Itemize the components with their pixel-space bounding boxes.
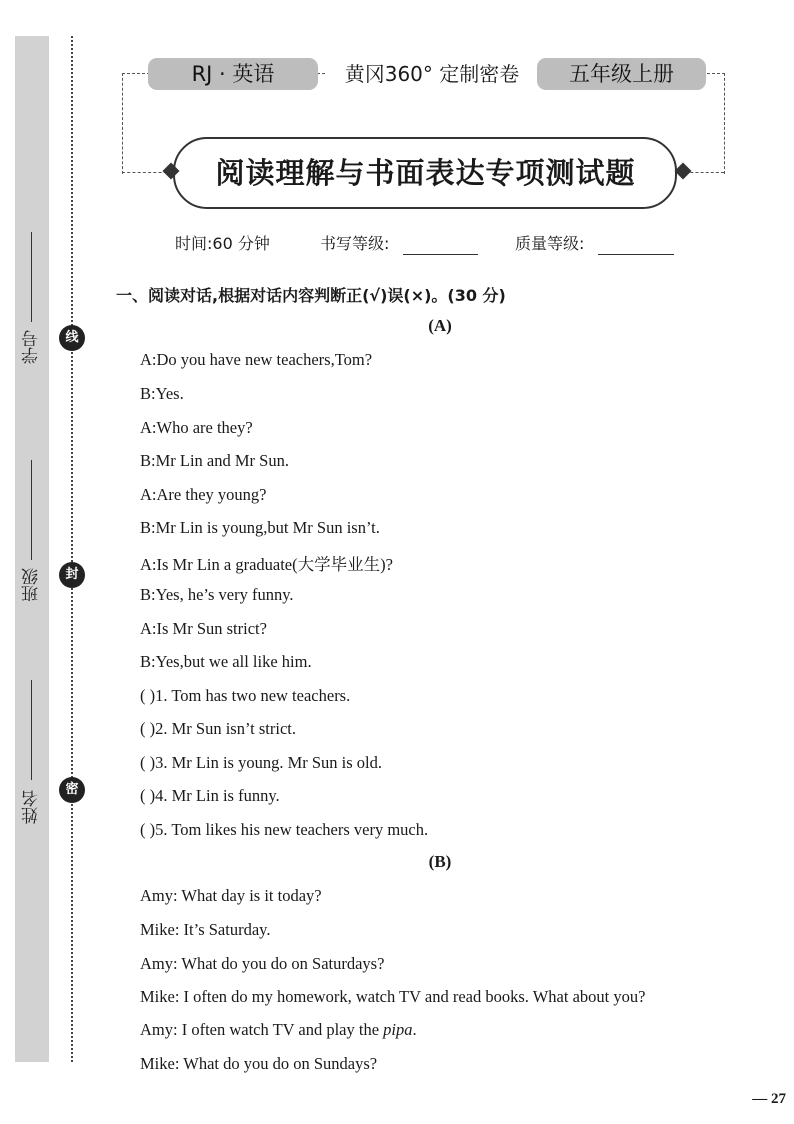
judge-question-2[interactable]: ( )2. Mr Sun isn’t strict. bbox=[140, 719, 296, 738]
student-id-label: 学号 bbox=[22, 330, 42, 364]
dialogue-line: A:Is Mr Lin a graduate(大学毕业生)? bbox=[140, 555, 393, 574]
dialogue-line: Amy: What day is it today? bbox=[140, 886, 322, 905]
italic-word: pipa bbox=[383, 1020, 413, 1039]
dialogue-tail: . bbox=[412, 1020, 417, 1039]
dialogue-line: B:Mr Lin and Mr Sun. bbox=[140, 451, 289, 470]
dialogue-line: Mike: It’s Saturday. bbox=[140, 920, 271, 939]
dialogue-line bbox=[140, 1020, 417, 1040]
dialogue-line: A:Who are they? bbox=[140, 418, 253, 437]
quality-grade-blank[interactable] bbox=[598, 254, 674, 255]
part-b-label: (B) bbox=[428, 852, 452, 871]
name-blank bbox=[31, 680, 32, 780]
section-heading: 一、阅读对话,根据对话内容判断正(√)误(×)。(30 分) bbox=[116, 286, 506, 305]
name-label: 姓名 bbox=[22, 790, 42, 824]
quality-grade-label: 质量等级: bbox=[515, 234, 585, 253]
dialogue-line: Mike: I often do my homework, watch TV and read books. What about you? bbox=[140, 987, 646, 1006]
cut-line bbox=[71, 36, 73, 1062]
dialogue-line: B:Yes, he’s very funny. bbox=[140, 585, 294, 604]
subject-tag: RJ · 英语 bbox=[148, 58, 318, 90]
dialogue-line: Amy: What do you do on Saturdays? bbox=[140, 954, 385, 973]
dialogue-line: A:Do you have new teachers,Tom? bbox=[140, 350, 373, 369]
judge-question-3[interactable]: ( )3. Mr Lin is young. Mr Sun is old. bbox=[140, 753, 383, 772]
judge-question-5[interactable]: ( )5. Tom likes his new teachers very much. bbox=[140, 820, 429, 839]
judge-question-4[interactable]: ( )4. Mr Lin is funny. bbox=[140, 786, 280, 805]
dialogue-line: Mike: What do you do on Sundays? bbox=[140, 1054, 378, 1073]
grade-tag: 五年级上册 bbox=[537, 58, 706, 90]
seal-mi: 密 bbox=[59, 777, 85, 803]
page-number: — 27 bbox=[752, 1091, 786, 1107]
seal-feng: 封 bbox=[59, 562, 85, 588]
brand-name: 黄冈360° 定制密卷 bbox=[327, 58, 537, 90]
page-title: 阅读理解与书面表达专项测试题 bbox=[215, 156, 636, 190]
writing-grade-blank[interactable] bbox=[403, 254, 478, 255]
class-blank bbox=[31, 460, 32, 560]
dialogue-line: A:Is Mr Sun strict? bbox=[140, 619, 267, 638]
dialogue-line: A:Are they young? bbox=[140, 485, 267, 504]
judge-question-1[interactable]: ( )1. Tom has two new teachers. bbox=[140, 686, 351, 705]
writing-grade-label: 书写等级: bbox=[320, 234, 390, 253]
seal-xian: 线 bbox=[59, 325, 85, 351]
part-a-label: (A) bbox=[428, 316, 452, 335]
class-label: 班级 bbox=[22, 568, 42, 602]
dialogue-line: B:Mr Lin is young,but Mr Sun isn’t. bbox=[140, 518, 380, 537]
student-id-blank bbox=[31, 232, 32, 322]
dialogue-line: B:Yes. bbox=[140, 384, 184, 403]
dialogue-line: B:Yes,but we all like him. bbox=[140, 652, 312, 671]
time-limit: 时间:60 分钟 bbox=[175, 234, 270, 253]
dialogue-text: Amy: I often watch TV and play the bbox=[140, 1020, 384, 1039]
binding-strip bbox=[15, 36, 49, 1062]
